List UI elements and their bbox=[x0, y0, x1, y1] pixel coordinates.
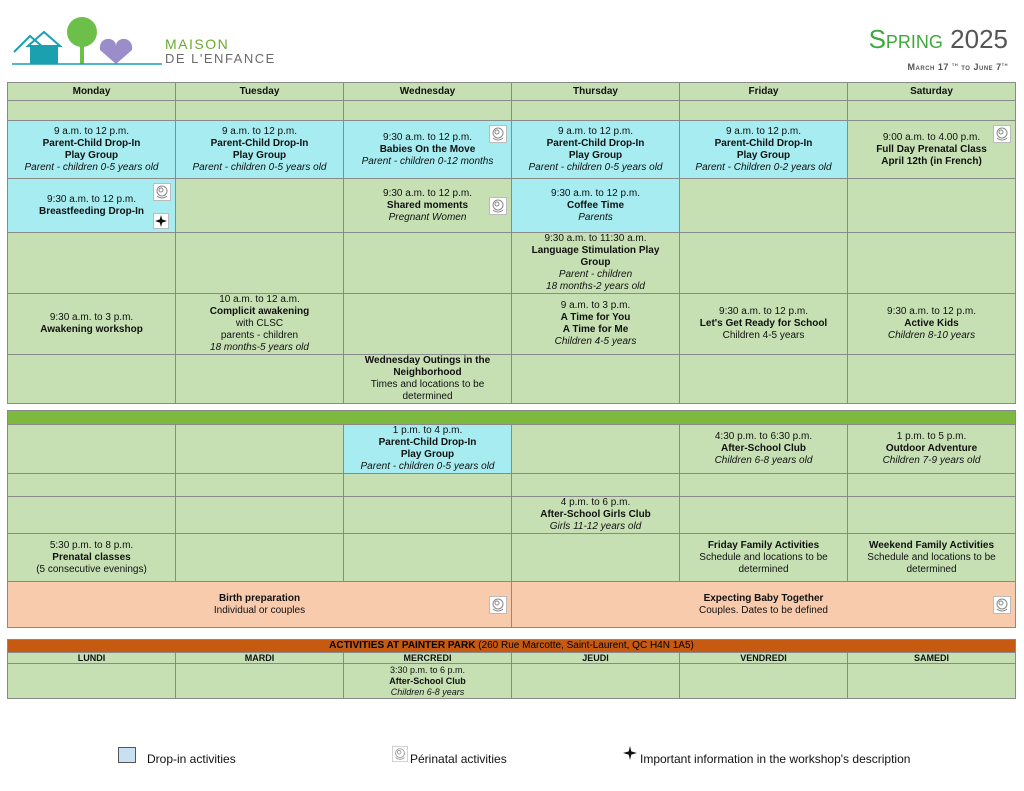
empty-cell bbox=[176, 534, 344, 582]
activity-cell[interactable] bbox=[8, 534, 176, 582]
activity-note: (5 consecutive evenings) bbox=[36, 563, 147, 575]
activity-cell[interactable] bbox=[680, 425, 848, 474]
empty-cell bbox=[176, 474, 344, 497]
star-icon bbox=[622, 745, 638, 761]
activity-title: Complicit awakening bbox=[209, 306, 310, 317]
activity-cell[interactable] bbox=[8, 582, 512, 628]
activity-time: 9:30 a.m. to 12 p.m. bbox=[383, 187, 472, 199]
empty-cell bbox=[680, 497, 848, 534]
activity-title: April 12th (in French) bbox=[881, 155, 982, 167]
activity-audience: Parent - Children 0-2 years old bbox=[695, 161, 832, 173]
activity-title: Wednesday Outings in the bbox=[364, 355, 491, 366]
activity-time: 9 a.m. to 12 p.m. bbox=[725, 125, 802, 137]
empty-cell bbox=[848, 355, 1016, 404]
empty-cell bbox=[344, 474, 512, 497]
empty-cell bbox=[680, 101, 848, 121]
org-name-line1: MAISON bbox=[165, 36, 230, 52]
day-header: Thursday bbox=[512, 83, 680, 101]
empty-cell bbox=[344, 233, 512, 294]
activity-title: After-School Girls Club bbox=[540, 509, 651, 520]
activity-cell[interactable] bbox=[848, 425, 1016, 474]
activity-time: 9 a.m. to 12 p.m. bbox=[53, 125, 130, 137]
empty-cell bbox=[848, 474, 1016, 497]
activity-note: Schedule and locations to be bbox=[867, 551, 996, 563]
org-name-line2: DE L'ENFANCE bbox=[165, 51, 276, 66]
empty-cell bbox=[8, 355, 176, 404]
empty-cell bbox=[344, 294, 512, 355]
activity-title: Parent-Child Drop-In bbox=[378, 437, 477, 448]
activity-title: A Time for You bbox=[560, 312, 631, 323]
activity-note: Individual or couples bbox=[213, 604, 306, 616]
activity-title: A Time for Me bbox=[562, 324, 629, 335]
empty-cell bbox=[176, 233, 344, 294]
day-header: Wednesday bbox=[344, 83, 512, 101]
empty-cell bbox=[512, 664, 680, 699]
empty-cell bbox=[8, 474, 176, 497]
activity-title: Language Stimulation Play bbox=[531, 245, 660, 256]
park-day-header: MARDI bbox=[176, 653, 344, 664]
activity-cell[interactable] bbox=[176, 121, 344, 179]
activity-audience: Children 6-8 years old bbox=[714, 455, 813, 466]
maison-logo-icon bbox=[12, 14, 162, 68]
empty-cell bbox=[176, 355, 344, 404]
activity-title: Parent-Child Drop-In bbox=[714, 137, 813, 149]
activity-audience: Parent - children 0-5 years old bbox=[360, 461, 495, 472]
legend-perinatal-label: Périnatal activities bbox=[410, 752, 507, 766]
empty-cell bbox=[8, 101, 176, 121]
activity-title: Prenatal classes bbox=[52, 551, 131, 563]
activity-title: Parent-Child Drop-In bbox=[42, 137, 141, 149]
empty-cell bbox=[8, 497, 176, 534]
day-header: Tuesday bbox=[176, 83, 344, 101]
activity-cell[interactable] bbox=[8, 294, 176, 355]
activity-cell[interactable] bbox=[344, 425, 512, 474]
park-address: (260 Rue Marcotte, Saint-Laurent, QC H4N 1A5) bbox=[475, 640, 694, 651]
activity-title: Full Day Prenatal Class bbox=[876, 143, 987, 155]
activity-audience: 18 months-5 years old bbox=[210, 342, 309, 353]
park-day-header: VENDREDI bbox=[680, 653, 848, 664]
activity-note: Couples. Dates to be defined bbox=[699, 604, 828, 616]
activity-time: 9 a.m. to 12 p.m. bbox=[557, 125, 634, 137]
activity-audience: Parent - children 0-5 years old bbox=[192, 161, 327, 173]
legend-dropin-label: Drop-in activities bbox=[147, 752, 236, 766]
activity-note: with CLSC bbox=[235, 318, 284, 329]
empty-cell bbox=[8, 425, 176, 474]
activity-title: After-School Club bbox=[389, 675, 466, 686]
activity-title: Play Group bbox=[568, 149, 623, 161]
activity-time: 3:30 p.m. to 6 p.m. bbox=[389, 664, 466, 675]
activity-title: Weekend Family Activities bbox=[868, 539, 995, 551]
activity-time: 9:30 a.m. to 12 p.m. bbox=[719, 306, 808, 317]
activity-title: Play Group bbox=[64, 149, 119, 161]
empty-cell bbox=[512, 101, 680, 121]
empty-cell bbox=[176, 179, 344, 233]
empty-cell bbox=[680, 233, 848, 294]
activity-title: Expecting Baby Together bbox=[703, 592, 824, 604]
activity-time: 9:00 a.m. to 4.00 p.m. bbox=[882, 131, 981, 143]
empty-cell bbox=[344, 497, 512, 534]
park-day-header: JEUDI bbox=[512, 653, 680, 664]
park-day-header: MERCREDI bbox=[344, 653, 512, 664]
activity-title: Coffee Time bbox=[566, 199, 625, 211]
activity-title: Neighborhood bbox=[393, 367, 462, 378]
dates-mid: to June 7 bbox=[961, 62, 1002, 72]
activity-time: 1 p.m. to 5 p.m. bbox=[896, 431, 967, 442]
legend-important-label: Important information in the workshop's description bbox=[640, 752, 911, 766]
activity-cell[interactable] bbox=[512, 294, 680, 355]
perinatal-icon bbox=[392, 746, 408, 762]
empty-cell bbox=[848, 664, 1016, 699]
activity-note: Schedule and locations to be bbox=[699, 551, 828, 563]
park-day-header: LUNDI bbox=[8, 653, 176, 664]
activity-note: determined bbox=[402, 391, 453, 402]
activity-title: Group bbox=[580, 257, 611, 268]
empty-cell bbox=[680, 664, 848, 699]
page-title bbox=[869, 24, 1008, 55]
activity-audience: Girls 11-12 years old bbox=[549, 521, 642, 532]
empty-cell bbox=[344, 101, 512, 121]
activity-time: 1 p.m. to 4 p.m. bbox=[392, 425, 463, 436]
activity-cell[interactable] bbox=[680, 121, 848, 179]
date-range bbox=[908, 62, 1008, 72]
activity-cell[interactable] bbox=[848, 294, 1016, 355]
activity-time: 9:30 a.m. to 3 p.m. bbox=[49, 312, 134, 323]
activity-title: Parent-Child Drop-In bbox=[546, 137, 645, 149]
activity-note: determined bbox=[738, 563, 789, 575]
activity-title: Babies On the Move bbox=[379, 143, 476, 155]
activity-title: Active Kids bbox=[904, 318, 959, 329]
perinatal-icon bbox=[993, 125, 1011, 143]
afternoon-band bbox=[8, 411, 1016, 425]
activity-title: Outdoor Adventure bbox=[885, 443, 978, 454]
activity-audience: Children 7-9 years old bbox=[882, 455, 981, 466]
activity-cell[interactable] bbox=[512, 121, 680, 179]
activity-title: Let's Get Ready for School bbox=[699, 318, 828, 329]
activity-cell[interactable] bbox=[512, 233, 680, 294]
empty-cell bbox=[176, 425, 344, 474]
activity-audience: Parent - children 0-12 months bbox=[361, 155, 494, 167]
empty-cell bbox=[680, 355, 848, 404]
activity-cell[interactable] bbox=[680, 534, 848, 582]
activity-cell[interactable] bbox=[344, 179, 512, 233]
day-header: Saturday bbox=[848, 83, 1016, 101]
perinatal-icon bbox=[993, 596, 1011, 614]
activity-audience: Children 4-5 years bbox=[554, 336, 637, 347]
title-year: 2025 bbox=[950, 24, 1008, 54]
activity-cell[interactable] bbox=[848, 121, 1016, 179]
empty-cell bbox=[680, 179, 848, 233]
activity-time: 9:30 a.m. to 11:30 a.m. bbox=[544, 233, 647, 244]
activity-title: Breastfeeding Drop-In bbox=[38, 205, 144, 217]
activity-title: Awakening workshop bbox=[40, 324, 143, 335]
activity-title: Friday Family Activities bbox=[707, 539, 820, 551]
empty-cell bbox=[344, 534, 512, 582]
dates-sup-2: th bbox=[1001, 62, 1008, 68]
dates-sup-1: th bbox=[951, 62, 959, 68]
activity-cell[interactable] bbox=[848, 534, 1016, 582]
activity-title: Play Group bbox=[400, 449, 455, 460]
activity-audience: Parents bbox=[578, 211, 613, 223]
activity-audience: 18 months-2 years old bbox=[546, 281, 645, 292]
perinatal-icon bbox=[489, 197, 507, 215]
empty-cell bbox=[176, 497, 344, 534]
activity-time: 5:30 p.m. to 8 p.m. bbox=[49, 539, 134, 551]
activity-cell[interactable] bbox=[344, 355, 512, 404]
activity-title: Shared moments bbox=[386, 199, 469, 211]
empty-cell bbox=[8, 664, 176, 699]
title-season: Spring bbox=[868, 24, 943, 54]
activity-time: 9:30 a.m. to 12 p.m. bbox=[47, 193, 136, 205]
empty-cell bbox=[848, 179, 1016, 233]
activity-time: 10 a.m. to 12 a.m. bbox=[219, 294, 300, 305]
activity-note: determined bbox=[906, 563, 957, 575]
day-header: Monday bbox=[8, 83, 176, 101]
day-header: Friday bbox=[680, 83, 848, 101]
activity-note: Times and locations to be bbox=[370, 379, 485, 390]
park-title bbox=[8, 640, 1016, 653]
activity-time: 9 a.m. to 3 p.m. bbox=[560, 300, 631, 311]
activity-title: Play Group bbox=[736, 149, 791, 161]
activity-audience: Parent - children 0-5 years old bbox=[528, 161, 663, 173]
activity-audience: Children 6-8 years bbox=[390, 686, 465, 697]
activity-cell[interactable] bbox=[512, 179, 680, 233]
dates-from: March 17 bbox=[907, 62, 949, 72]
activity-time: 9:30 a.m. to 12 p.m. bbox=[551, 187, 640, 199]
empty-cell bbox=[680, 474, 848, 497]
empty-cell bbox=[176, 101, 344, 121]
afternoon-schedule-table bbox=[7, 410, 1016, 628]
park-title-bold: ACTIVITIES AT PAINTER PARK bbox=[329, 640, 476, 651]
activity-cell[interactable] bbox=[344, 121, 512, 179]
activity-time: 9 a.m. to 12 p.m. bbox=[221, 125, 298, 137]
empty-cell bbox=[512, 474, 680, 497]
activity-note: parents - children bbox=[220, 330, 299, 341]
activity-cell[interactable] bbox=[512, 582, 1016, 628]
activity-cell[interactable] bbox=[8, 179, 176, 233]
empty-cell bbox=[512, 425, 680, 474]
star-icon bbox=[153, 213, 169, 229]
activity-audience: Parent - children bbox=[558, 269, 633, 280]
activity-cell[interactable] bbox=[344, 664, 512, 699]
empty-cell bbox=[176, 664, 344, 699]
perinatal-icon bbox=[153, 183, 171, 201]
empty-cell bbox=[848, 101, 1016, 121]
activity-title: Birth preparation bbox=[218, 592, 301, 604]
empty-cell bbox=[8, 233, 176, 294]
activity-time: 9:30 a.m. to 12 p.m. bbox=[383, 131, 472, 143]
empty-cell bbox=[512, 355, 680, 404]
activity-audience: Children 8-10 years bbox=[887, 330, 976, 341]
activity-audience: Pregnant Women bbox=[388, 211, 467, 223]
activity-title: Parent-Child Drop-In bbox=[210, 137, 309, 149]
empty-cell bbox=[512, 534, 680, 582]
park-day-header: SAMEDI bbox=[848, 653, 1016, 664]
activity-title: Play Group bbox=[232, 149, 287, 161]
activity-cell[interactable] bbox=[8, 121, 176, 179]
perinatal-icon bbox=[489, 125, 507, 143]
empty-cell bbox=[848, 233, 1016, 294]
activity-time: 9:30 a.m. to 12 p.m. bbox=[887, 306, 976, 317]
activity-audience: Children 4-5 years bbox=[722, 330, 805, 341]
empty-cell bbox=[848, 497, 1016, 534]
activity-time: 4:30 p.m. to 6:30 p.m. bbox=[714, 431, 813, 442]
activity-cell[interactable] bbox=[680, 294, 848, 355]
activity-cell[interactable] bbox=[176, 294, 344, 355]
activity-title: After-School Club bbox=[721, 443, 806, 454]
morning-schedule-table bbox=[7, 82, 1016, 404]
perinatal-icon bbox=[489, 596, 507, 614]
dropin-legend-swatch bbox=[118, 747, 136, 763]
activity-audience: Parent - children 0-5 years old bbox=[24, 161, 159, 173]
activity-cell[interactable] bbox=[512, 497, 680, 534]
park-schedule-table bbox=[7, 639, 1016, 699]
activity-time: 4 p.m. to 6 p.m. bbox=[560, 497, 631, 508]
